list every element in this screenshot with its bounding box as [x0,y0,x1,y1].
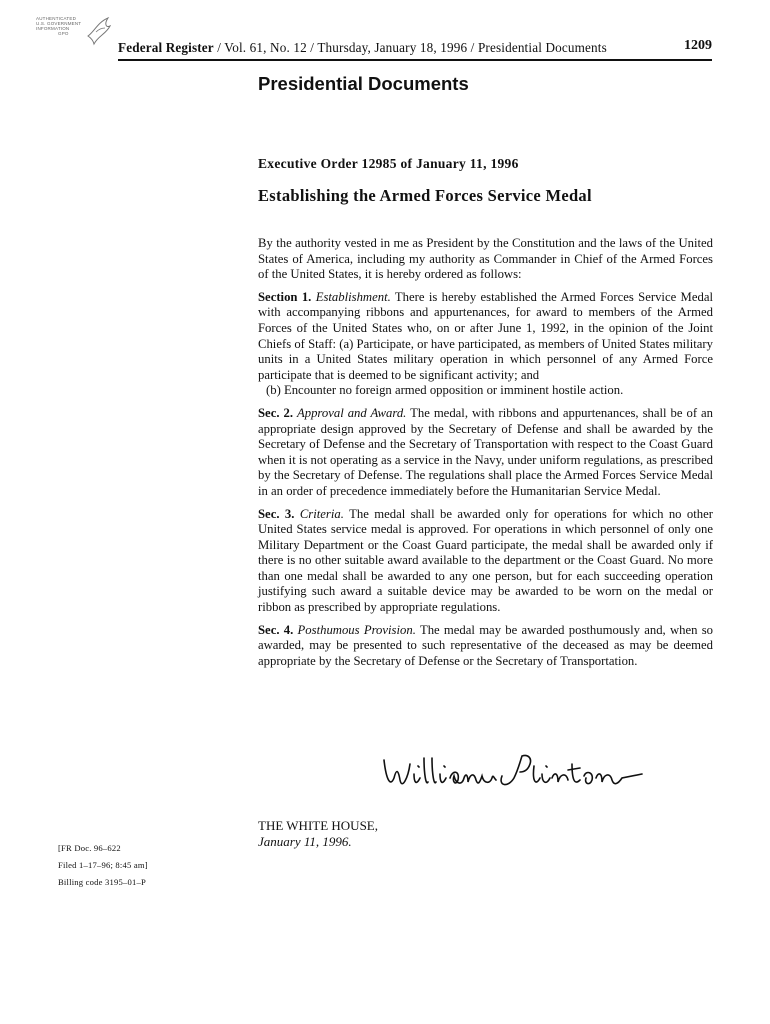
section-3 [258,507,713,616]
running-head [118,40,712,56]
section-2-heading: Approval and Award. [296,405,407,420]
gpo-authentication-seal [28,14,114,50]
section-1-subsection-b: (b) Encounter no foreign armed opposition or imminent hostile action. [266,383,624,398]
eagle-seal-icon [84,14,114,48]
seal-line-1: AUTHENTICATED [36,16,77,21]
section-3-text: The medal shall be awarded only for operations for which no other United States service medal is approved. For operations in which personnel of only one Military Department or the Coast Guard participate, the medal shall be awarded only if there is no other suitable award available to the department or the Coast Guard. No more than one medal shall be awarded to any one person, but for each succeeding operation justifying such award a suitable device may be awarded to be worn on the medal or ribbon as prescribed by appropriate regulations. [258,506,714,615]
section-1-heading: Establishment. [315,289,391,304]
section-4-label: Sec. 4. [258,622,294,637]
section-2-label: Sec. 2. [258,405,293,420]
section-2-text: The medal, with ribbons and appurtenances, shall be of an appropriate design approved by the Secretary of Defense and shall be awarded by the Secretary of Defense and the Secretary of Transportation with respect to the Coast Guard when it is not operating as a service in the Navy, under uniform regulations, as prescribed by the Secretary of Defense. The regulations shall place the Armed Forces Service Medal in an order of precedence immediately before the Humanitarian Service Medal. [258,405,713,498]
section-4-text: The medal may be awarded posthumously and, when so awarded, may be presented to such representative of the deceased as may be deemed appropriate by the Secretary of Defense or the Secretary of Transportation. [258,622,714,668]
publication-name: Federal Register [118,40,214,55]
section-3-heading: Criteria. [299,506,344,521]
page-number: 1209 [684,38,712,53]
intro-paragraph: By the authority vested in me as President by the Constitution and the laws of the United States of America, including my authority as Commander in Chief of the Armed Forces of the United States, it is hereby ordered as follows: [258,236,713,282]
signing-date: January 11, 1996. [258,833,352,849]
section-4 [258,623,713,670]
order-body [258,236,713,676]
seal-line-4: GPO [58,31,69,36]
filing-info [58,840,148,891]
signature-scribble-icon [380,748,660,796]
section-title: Presidential Documents [258,73,469,94]
seal-line-2: U.S. GOVERNMENT [36,21,82,26]
section-2 [258,406,713,500]
fr-doc-number: [FR Doc. 96–622 [58,843,121,853]
section-4-heading: Posthumous Provision. [297,622,416,637]
billing-code: Billing code 3195–01–P [58,877,146,887]
executive-order-line: Executive Order 12985 of January 11, 1996 [258,156,519,171]
section-1 [258,290,713,384]
section-3-label: Sec. 3. [258,506,295,521]
filed-date: Filed 1–17–96; 8:45 am] [58,860,148,870]
section-1-label: Section 1. [258,289,312,304]
document-title: Establishing the Armed Forces Service Medal [258,186,592,205]
header-rule [118,59,712,61]
presidential-signature [380,748,660,801]
section-1-text: There is hereby established the Armed Forces Service Medal with accompanying ribbons and appurtenances, for award to members of the Armed Forces of the United States who, on or after June 1, 1992, in the opinion of the Joint Chiefs of Staff: (a) Participate, or have participated, as members of United States military units in a United States military operation in which personnel of any Armed Force participate that is deemed to be significant activity; and [258,289,713,382]
seal-text [36,16,81,36]
issue-details: / Vol. 61, No. 12 / Thursday, January 18, 1996 / Presidential Documents [217,40,607,55]
seal-line-3: INFORMATION [36,26,70,31]
signing-place: THE WHITE HOUSE, [258,818,378,833]
signing-block [258,818,378,849]
